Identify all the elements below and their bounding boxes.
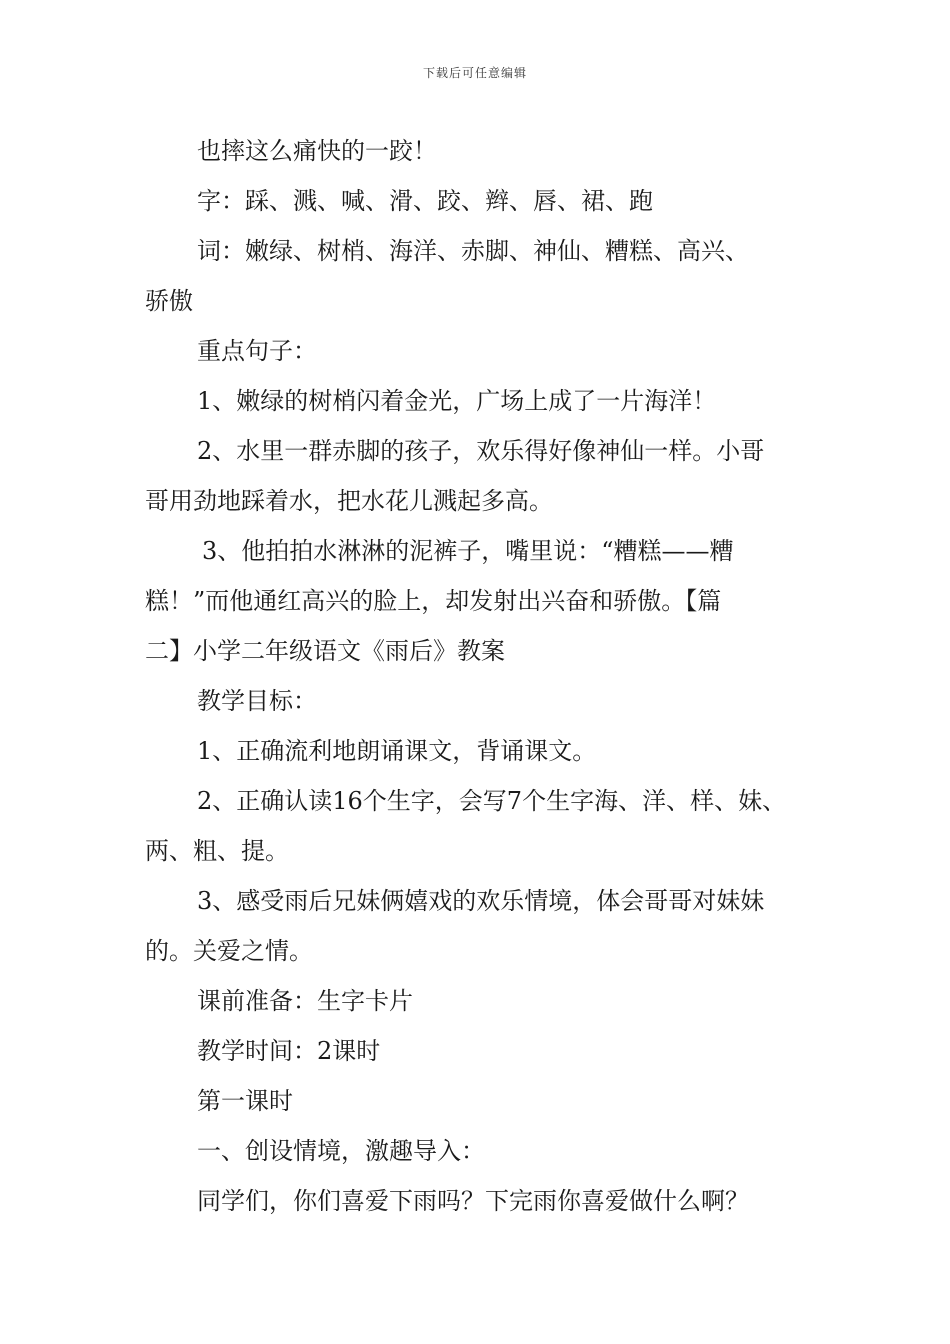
text-line: 一、创设情境，激趣导入： <box>197 1137 485 1165</box>
text-line: 字：踩、溅、喊、滑、跤、辫、唇、裙、跑 <box>197 187 653 215</box>
text-line: 1、正确流利地朗诵课文，背诵课文。 <box>197 737 597 765</box>
text-line: 二】小学二年级语文《雨后》教案 <box>145 637 505 665</box>
text-line: 的。关爱之情。 <box>145 937 313 965</box>
text-line: 3、感受雨后兄妹俩嬉戏的欢乐情境，体会哥哥对妹妹 <box>197 887 765 915</box>
text-line: 两、粗、提。 <box>145 837 289 865</box>
text-line: 同学们，你们喜爱下雨吗？下完雨你喜爱做什么啊？ <box>197 1187 749 1215</box>
text-line: 骄傲 <box>145 287 193 315</box>
text-line: 哥用劲地踩着水，把水花儿溅起多高。 <box>145 487 553 515</box>
text-line: 2、正确认读16个生字，会写7个生字海、洋、样、妹、 <box>197 787 787 815</box>
text-line: 重点句子： <box>197 337 317 365</box>
text-line: 第一课时 <box>197 1087 293 1115</box>
document-body <box>145 126 810 1226</box>
text-line: 也摔这么痛快的一跤！ <box>197 137 437 165</box>
text-line: 教学时间：2课时 <box>197 1037 381 1065</box>
text-line: 糕！”而他通红高兴的脸上，却发射出兴奋和骄傲。【篇 <box>145 587 722 615</box>
text-line: 词：嫩绿、树梢、海洋、赤脚、神仙、糟糕、高兴、 <box>197 237 749 265</box>
text-line: 1、嫩绿的树梢闪着金光，广场上成了一片海洋！ <box>197 387 717 415</box>
text-line: 课前准备：生字卡片 <box>197 987 413 1015</box>
text-line: 2、水里一群赤脚的孩子，欢乐得好像神仙一样。小哥 <box>197 437 765 465</box>
page-header: 下载后可任意编辑 <box>422 66 527 80</box>
text-line: 教学目标： <box>197 687 317 715</box>
text-line: 3、他拍拍水淋淋的泥裤子，嘴里说：“糟糕——糟 <box>202 537 734 565</box>
